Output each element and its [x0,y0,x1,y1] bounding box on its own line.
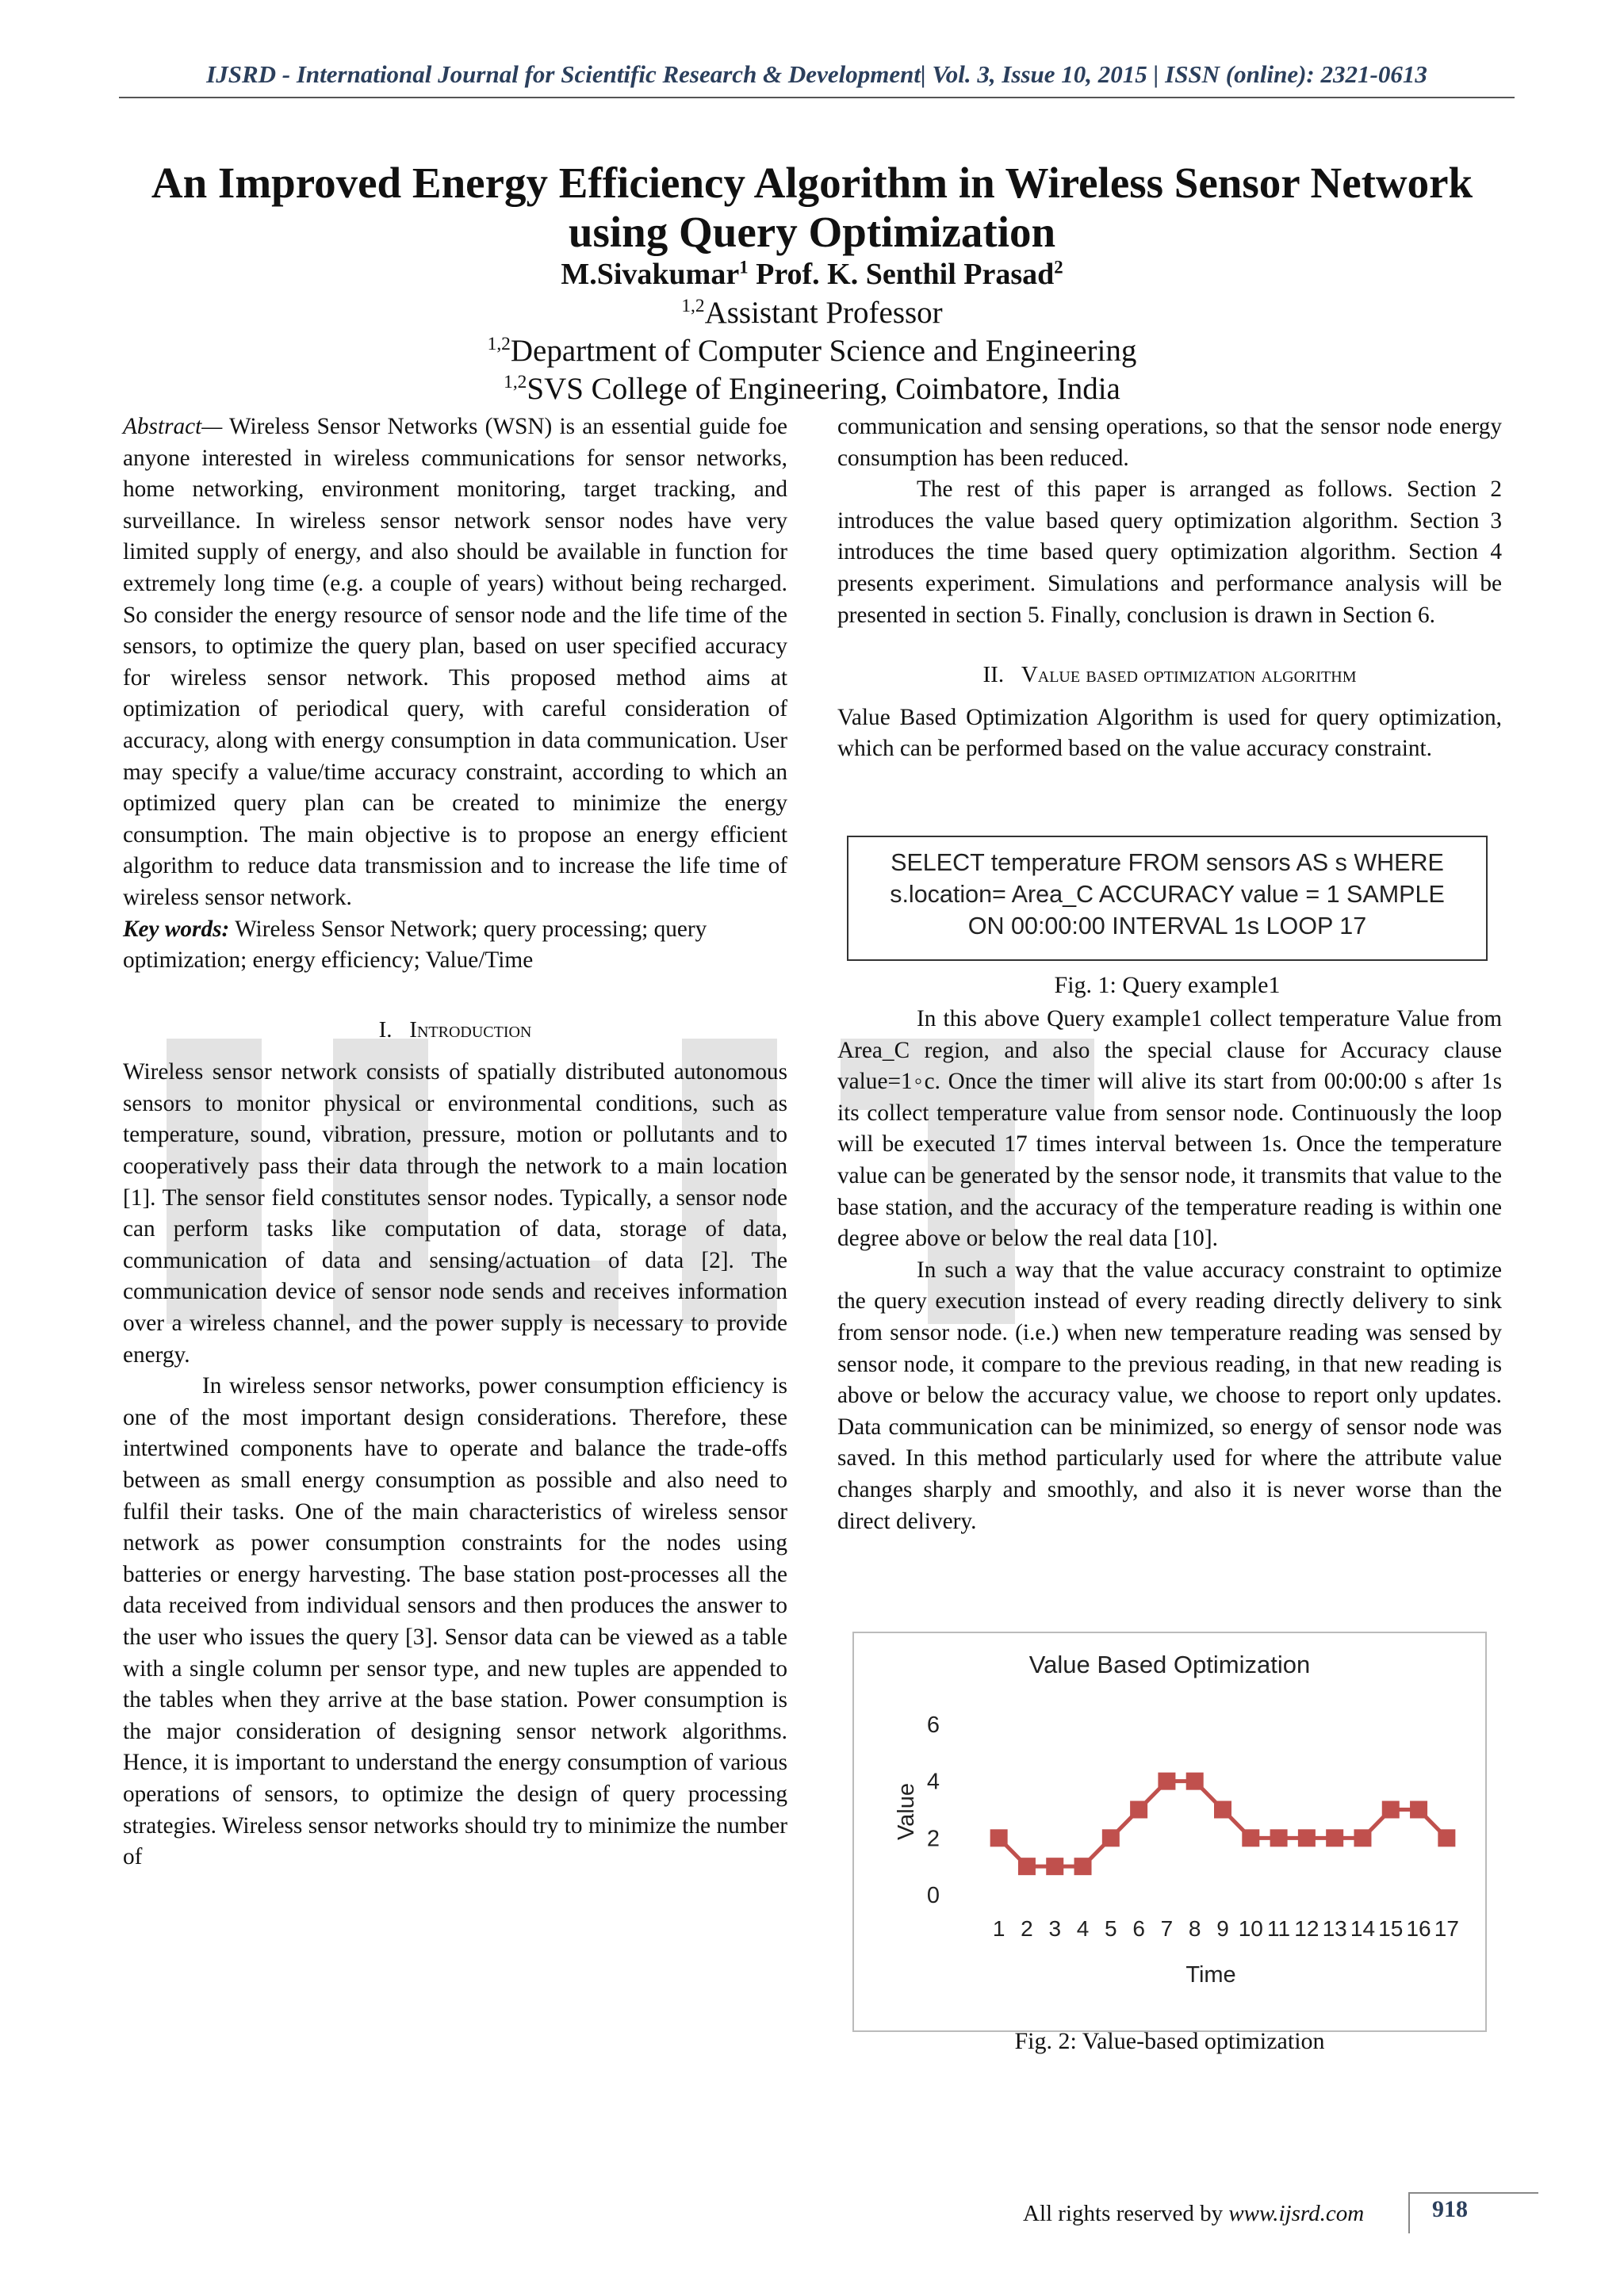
chart-point [1410,1801,1427,1819]
authors [95,257,1529,292]
abstract-label: Abstract— [123,414,223,439]
footer-rights-text: All rights reserved by [1023,2201,1229,2226]
affil-text: Assistant Professor [704,296,943,330]
chart-point [1242,1829,1259,1846]
affil-sup: 1,2 [681,296,705,316]
chart-x-tick-label: 14 [1350,1916,1376,1941]
section-number: I. [378,1016,393,1043]
section-number: II. [982,662,1005,688]
chart-x-tick-label: 10 [1238,1916,1263,1941]
chart-series-line [999,1781,1447,1867]
chart-y-tick-label: 0 [926,1883,940,1908]
chart-point [1046,1858,1063,1875]
chart-x-tick-label: 11 [1267,1916,1291,1941]
query-line-1: SELECT temperature FROM sensors AS s WHERE [891,849,1444,876]
chart-x-tick-label: 1 [992,1916,1005,1941]
chart-x-tick-label: 15 [1378,1916,1404,1941]
affiliation-department [95,333,1529,369]
chart-x-tick-label: 4 [1076,1916,1090,1941]
chart-point [1382,1801,1400,1819]
author-1-sup: 1 [739,257,749,277]
keywords-text: Wireless Sensor Network; query processing; query optimization; energy efficiency; Value/Time [123,916,707,974]
title-line-1: An Improved Energy Efficiency Algorithm in Wireless Sensor Network [151,159,1473,207]
footer-page-box [1408,2192,1538,2233]
value-based-chart [852,1632,1487,2032]
section-title: Value based optimization algorithm [1021,662,1357,688]
chart-x-tick-label: 7 [1160,1916,1174,1941]
journal-header: IJSRD - International Journal for Scientific Research & Development| Vol. 3, Issue 10, 2015 | ISSN (online): 2321-0613 [206,60,1427,88]
left-column [123,411,787,1873]
right-column-middle [837,1004,1502,1537]
abstract [123,411,787,914]
query-explanation-paragraph: In this above Query example1 collect temperature Value from Area_C region, and also the special clause for Accuracy clause value=1◦c. Once the timer will alive its start from 00:00:00 s after 1s its collect temperature value from sensor node. Continuously the loop will be executed 17 times interval between 1s. Once the temperature value can be generated by the sensor node, it transmits that value to the base station, and the accuracy of the temperature reading is within one degree above or below the real data [10]. [837,1006,1502,1252]
chart-x-tick-label: 3 [1048,1916,1062,1941]
chart-point [1018,1858,1036,1875]
chart-point [1074,1858,1092,1875]
chart-x-tick-label: 9 [1216,1916,1229,1941]
fig2-caption: Fig. 2: Value-based optimization [1014,2028,1325,2054]
affiliation-college [95,371,1529,407]
chart-x-tick-label: 8 [1188,1916,1201,1941]
vbo-paragraph: Value Based Optimization Algorithm is used for query optimization, which can be performed based on the value accuracy constraint. [837,704,1502,762]
query-line-2: s.location= Area_C ACCURACY value = 1 SAMPLE [890,881,1445,908]
affil-text: SVS College of Engineering, Coimbatore, India [527,372,1120,406]
chart-y-tick-label: 4 [926,1769,940,1795]
chart-x-ticks [993,1916,1459,1941]
footer-rights [1023,2201,1364,2227]
affil-sup: 1,2 [504,372,527,392]
section-1-heading [123,1015,787,1047]
query-line-3: ON 00:00:00 INTERVAL 1s LOOP 17 [967,913,1367,939]
chart-x-axis-label: Time [1185,1962,1236,1988]
section-title: Introduction [409,1016,532,1043]
chart-point [1186,1773,1204,1790]
chart-point [990,1829,1008,1846]
chart-x-tick-label: 16 [1406,1916,1431,1941]
accuracy-paragraph: In such a way that the value accuracy constraint to optimize the query execution instead of every reading directly delivery to sink from sensor node. (i.e.) when new temperature reading was sensed by sensor node, it compare to the previous reading, in that new reading is above or below the accuracy value, we choose to report only updates. Data communication can be minimized, so energy of sensor node was saved. In this method particularly used for where the attribute value changes sharply and smoothly, and also it is never worse than the direct delivery. [837,1257,1502,1534]
chart-x-tick-label: 17 [1434,1916,1459,1941]
chart-title: Value Based Optimization [1028,1651,1311,1678]
right-column-top [837,411,1502,765]
author-1: M.Sivakumar [561,258,740,291]
chart-point [1158,1773,1175,1790]
chart-point [1298,1829,1316,1846]
affil-text: Department of Computer Science and Engineering [510,334,1137,368]
keywords-label: Key words: [123,916,230,942]
header-rule [119,97,1515,98]
author-2-sup: 2 [1054,257,1063,277]
chart-markers [990,1773,1456,1876]
page-number: 918 [1432,2196,1468,2222]
query-text [848,847,1486,942]
chart-point [1214,1801,1231,1819]
intro-paragraph-1: Wireless sensor network consists of spatially distributed autonomous sensors to monitor physical or environmental conditions, such as temperature, sound, vibration, pressure, motion or pollutants and to cooperatively pass their data through the network to a main location [1]. The sensor field constitutes sensor nodes. Typically, a sensor node can perform tasks like computation of data, storage of data, communication of data and sensing/actuation of data [2]. The communication device of sensor node sends and receives information over a wireless channel, and the power supply is necessary to provide energy. [123,1059,787,1368]
author-2: Prof. K. Senthil Prasad [756,258,1055,291]
chart-point [1270,1829,1288,1846]
affil-sup: 1,2 [487,334,511,354]
chart-point [1326,1829,1343,1846]
chart-point [1354,1829,1371,1846]
chart-point [1102,1829,1120,1846]
intro-paragraph-3: communication and sensing operations, so that the sensor node energy consumption has been reduced. [837,414,1502,471]
abstract-text: Wireless Sensor Networks (WSN) is an essential guide foe anyone interested in wireless communications for sensor networks, home networking, environment monitoring, target tracking, and surveillance. In wireless sensor network sensor nodes have very limited supply of energy, and also should be available in function for extremely long time (e.g. a couple of years) without being recharged. So consider the energy resource of sensor node and the life time of the sensors, to optimize the query plan, based on user specified accuracy for wireless sensor network. This proposed method aims at optimization of periodical query, with careful consideration of accuracy, along with energy consumption in data communication. User may specify a value/time accuracy constraint, according to which an optimized query plan can be created to minimize the energy consumption. The main objective is to propose an energy efficient algorithm to reduce data transmission and to increase the life time of wireless sensor network. [123,414,787,910]
section-2-heading [837,660,1502,691]
chart-y-tick-label: 6 [926,1712,940,1738]
query-example-box [847,836,1488,961]
affiliation-role [95,295,1529,331]
intro-paragraph-2: In wireless sensor networks, power consumption efficiency is one of the most important design considerations. Therefore, these intertwined components have to operate and balance the trade-offs between as small energy consumption as possible and also need to fulfil their tasks. One of the main characteristics of wireless sensor network as power consumption constraints for the nodes using batteries or energy harvesting. The base station post-processes all the data received from individual sensors and then produces the answer to the user who issues the query [3]. Sensor data can be viewed as a table with a single column per sensor type, and new tuples are appended to the tables when they arrive at the base station. Power consumption is the major consideration of designing sensor network algorithms. Hence, it is important to understand the energy consumption of various operations of sensors, to optimize the design of query processing strategies. Wireless sensor networks should try to minimize the number of [123,1373,787,1870]
chart-x-tick-label: 6 [1132,1916,1145,1941]
fig1-caption: Fig. 1: Query example1 [1054,972,1281,998]
chart-y-tick-label: 2 [926,1826,940,1852]
footer-url[interactable]: www.ijsrd.com [1228,2201,1365,2226]
keywords [123,914,787,977]
chart-x-tick-label: 2 [1021,1916,1033,1941]
chart-y-axis-label: Value [894,1782,919,1841]
chart-x-tick-label: 5 [1105,1916,1117,1941]
chart-point [1130,1801,1147,1819]
paper-title [95,159,1529,257]
title-line-2: using Query Optimization [568,208,1056,256]
chart-svg [854,1633,1485,2030]
chart-y-ticks [927,1712,940,1908]
paper-outline-paragraph: The rest of this paper is arranged as follows. Section 2 introduces the value based query optimization algorithm. Section 3 introduces the time based query optimization algorithm. Section 4 presents experiment. Simulations and performance analysis will be presented in section 5. Finally, conclusion is drawn in Section 6. [837,476,1502,628]
chart-x-tick-label: 13 [1322,1916,1347,1941]
chart-x-tick-label: 12 [1294,1916,1320,1941]
chart-point [1438,1829,1455,1846]
